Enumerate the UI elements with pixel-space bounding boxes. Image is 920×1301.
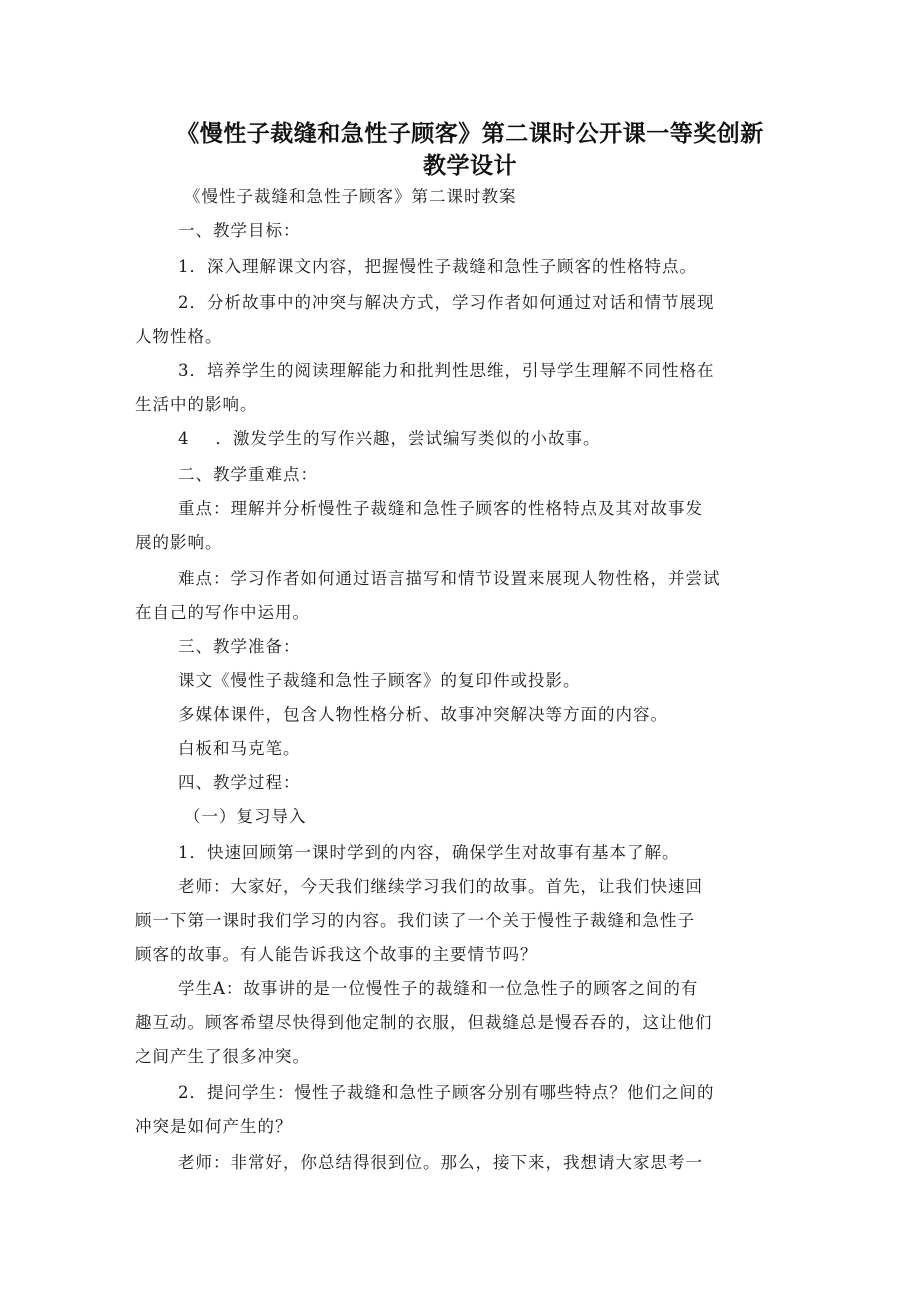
- goal-4-number: 4: [178, 429, 190, 448]
- teacher-dialogue-2-line-1: 老师：非常好，你总结得很到位。那么，接下来，我想请大家思考一: [178, 1153, 703, 1172]
- student-a-line-3: 之间产生了很多冲突。: [135, 1047, 310, 1066]
- subsection-heading-review: （一）复习导入: [184, 807, 307, 826]
- goal-3-line-2: 生活中的影响。: [135, 395, 258, 414]
- goal-4: [178, 422, 790, 456]
- process-step-2-line-1: 2．提问学生：慢性子裁缝和急性子顾客分别有哪些特点？他们之间的: [178, 1083, 715, 1102]
- key-point-line-1: 重点：理解并分析慢性子裁缝和急性子顾客的性格特点及其对故事发: [178, 499, 703, 518]
- difficult-point-line-2: 在自己的写作中运用。: [135, 603, 310, 622]
- process-step-2: [135, 1076, 790, 1144]
- teacher-dialogue-1-line-3: 顾客的故事。有人能告诉我这个故事的主要情节吗？: [135, 945, 538, 964]
- goal-2-line-1: 2．分析故事中的冲突与解决方式，学习作者如何通过对话和情节展现: [178, 293, 715, 312]
- goal-3: [135, 354, 790, 422]
- goal-3-line-1: 3．培养学生的阅读理解能力和批判性思维，引导学生理解不同性格在: [178, 361, 715, 380]
- goal-1: 1．深入理解课文内容，把握慢性子裁缝和急性子顾客的性格特点。: [178, 257, 697, 276]
- prep-item-3: 白板和马克笔。: [178, 739, 301, 758]
- prep-item-2: 多媒体课件，包含人物性格分析、故事冲突解决等方面的内容。: [178, 705, 668, 724]
- goal-4-text: ．激发学生的写作兴趣，尝试编写类似的小故事。: [215, 429, 601, 448]
- section-heading-preparation: 三、教学准备：: [178, 637, 301, 656]
- process-step-2-line-2: 冲突是如何产生的？: [135, 1117, 293, 1136]
- student-a-dialogue: [135, 972, 790, 1074]
- teacher-dialogue-2: [135, 1146, 790, 1180]
- document-title-line-2: 教学设计: [423, 153, 517, 179]
- teacher-dialogue-1-line-2: 顾一下第一课时我们学习的内容。我们读了一个关于慢性子裁缝和急性子: [135, 911, 695, 930]
- section-heading-key-points: 二、教学重难点：: [178, 465, 318, 484]
- key-point-line-2: 展的影响。: [135, 533, 223, 552]
- difficult-point: [135, 562, 790, 630]
- teacher-dialogue-1: [135, 870, 790, 972]
- student-a-line-2: 趣互动。顾客希望尽快得到他定制的衣服，但裁缝总是慢吞吞的，这让他们: [135, 1013, 713, 1032]
- student-a-line-1: 学生A：故事讲的是一位慢性子的裁缝和一位急性子的顾客之间的有: [178, 979, 699, 998]
- key-point: [135, 492, 790, 560]
- section-heading-goals: 一、教学目标：: [178, 221, 301, 240]
- teacher-dialogue-1-line-1: 老师：大家好，今天我们继续学习我们的故事。首先，让我们快速回: [178, 877, 703, 896]
- section-heading-process: 四、教学过程：: [178, 773, 301, 792]
- difficult-point-line-1: 难点：学习作者如何通过语言描写和情节设置来展现人物性格，并尝试: [178, 569, 721, 588]
- document-title-line-1: 《慢性子裁缝和急性子顾客》第二课时公开课一等奖创新: [176, 121, 764, 147]
- lesson-subtitle: 《慢性子裁缝和急性子顾客》第二课时教案: [184, 187, 517, 206]
- goal-2: [135, 286, 790, 354]
- process-step-1: 1．快速回顾第一课时学到的内容，确保学生对故事有基本了解。: [178, 843, 680, 862]
- goal-2-line-2: 人物性格。: [135, 327, 223, 346]
- prep-item-1: 课文《慢性子裁缝和急性子顾客》的复印件或投影。: [178, 671, 581, 690]
